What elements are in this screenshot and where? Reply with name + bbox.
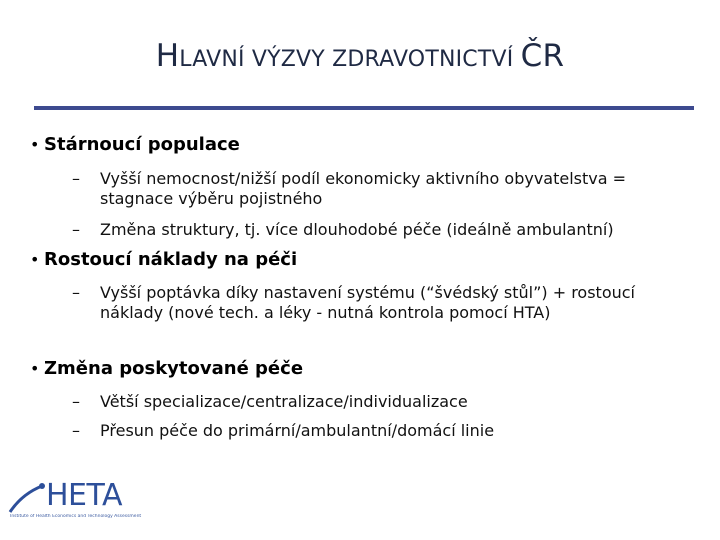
dash-icon: – — [72, 283, 80, 302]
sub-item — [72, 392, 680, 412]
bullet-label: Stárnoucí populace — [44, 134, 240, 155]
bullet-dot-icon: • — [30, 135, 40, 154]
sub-item — [72, 421, 680, 441]
bullet-dot-icon: • — [30, 359, 40, 378]
title-initial: H — [155, 38, 180, 74]
dash-icon: – — [72, 220, 80, 239]
logo-tagline: Institute of Health Economics and Technology Assessment — [10, 514, 142, 519]
bullet-label: Rostoucí náklady na péči — [44, 249, 298, 270]
bullet-label: Změna poskytované péče — [44, 358, 304, 379]
dash-icon: – — [72, 421, 80, 440]
title-rest: LAVNÍ VÝZVY ZDRAVOTNICTVÍ — [179, 47, 521, 72]
sub-item-text: Vyšší nemocnost/nižší podíl ekonomicky aktivního obyvatelstva = stagnace výběru pojistného — [100, 169, 627, 208]
bullet-rising-costs — [30, 249, 298, 270]
sub-item-text: Změna struktury, tj. více dlouhodobé péče (ideálně ambulantní) — [100, 220, 614, 239]
sub-item — [72, 169, 680, 208]
slide-title — [0, 38, 720, 74]
sub-item-text: Větší specializace/centralizace/individualizace — [100, 392, 468, 411]
bullet-care-change — [30, 358, 304, 379]
dash-icon: – — [72, 392, 80, 411]
heta-logo — [8, 478, 168, 528]
heta-swoosh-icon — [8, 478, 48, 518]
sub-item-text: Přesun péče do primární/ambulantní/domácí linie — [100, 421, 495, 440]
sub-item — [72, 220, 680, 240]
logo-name: HETA — [46, 478, 123, 513]
title-divider — [34, 106, 694, 110]
bullet-aging-population — [30, 134, 240, 155]
sub-item-text: Vyšší poptávka díky nastavení systému (“švédský stůl”) + rostoucí náklady (nové tech. a léky - nutná kontrola pomocí HTA) — [100, 283, 635, 322]
dash-icon: – — [72, 169, 80, 188]
sub-item — [72, 283, 640, 322]
title-suffix: ČR — [520, 38, 565, 74]
bullet-dot-icon: • — [30, 250, 40, 269]
